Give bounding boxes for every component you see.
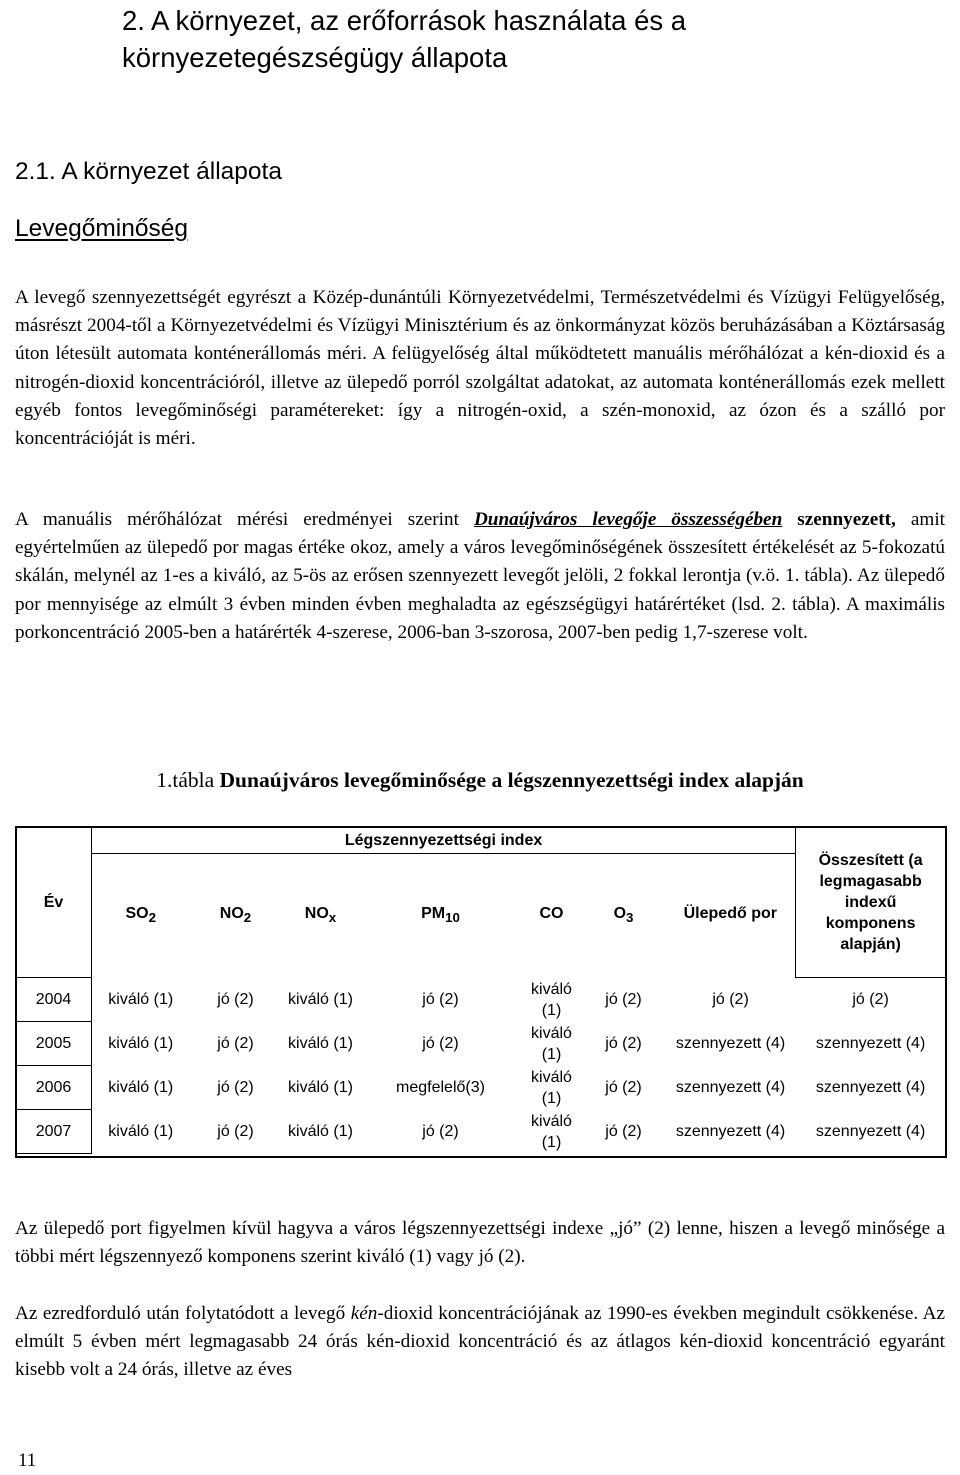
year-cell: 2006 [16, 1066, 92, 1110]
index-cell: szennyezett (4) [675, 1035, 786, 1052]
paragraph-4-after: -dioxid koncentrációjának az 1990-es években megindult csökkenése. Az elmúlt 5 évben mért legmagasabb 24 órás kén-dioxid koncentráció és az átlagos kén-dioxid koncentráció egyaránt kisebb volt a 24 órás, illetve az éves [15, 1303, 945, 1381]
year-header: Év [16, 827, 92, 978]
index-cell: jó (2) [712, 991, 749, 1008]
table-row [16, 1022, 946, 1066]
year-cell: 2007 [16, 1110, 92, 1154]
index-cell: jó (2) [605, 1035, 642, 1052]
index-cell: jó (2) [605, 1123, 642, 1140]
page-number: 11 [18, 1450, 37, 1471]
index-cell: kiváló (1) [288, 1079, 353, 1096]
paragraph-2-before: A manuális mérőhálózat mérési eredményei szerint [15, 509, 459, 530]
index-cell: kiváló (1) [288, 1123, 353, 1140]
index-cell: kiváló (1) [531, 1024, 572, 1063]
index-cell: jó (2) [852, 991, 889, 1009]
component-header: CO [539, 905, 564, 923]
component-header: $O_3$ [613, 905, 634, 926]
year-cell: 2004 [16, 978, 92, 1022]
paragraph-4-before: Az ezredforduló után folytatódott a levegő [15, 1303, 346, 1324]
table-caption [0, 768, 960, 793]
index-cell: jó (2) [217, 1079, 254, 1096]
component-header: Ülepedő por [683, 905, 777, 923]
chapter-heading-line1: 2. A környezet, az erőforrások használata és a [122, 5, 687, 36]
index-cell: kiváló (1) [531, 980, 572, 1019]
component-header: $NO_2$ [219, 905, 252, 926]
index-cell: kiváló (1) [531, 1068, 572, 1107]
component-header: $PM_{10}$ [421, 905, 460, 926]
chapter-heading [122, 2, 686, 76]
table-caption-title: Dunaújváros levegőminősége a légszennyezettségi index alapján [219, 768, 804, 792]
index-cell: kiváló (1) [108, 991, 174, 1008]
component-header: $SO_2$ [125, 905, 157, 926]
index-cell: kiváló (1) [288, 991, 353, 1008]
index-cell: jó (2) [605, 991, 642, 1008]
paragraph-3: Az ülepedő port figyelmen kívül hagyva a város légszennyezettségi indexe „jó” (2) lenne, hiszen a levegő minősége a többi mért légszennyező komponens szerint kiváló (1) vagy jó (2). [15, 1218, 945, 1268]
paragraph-2 [15, 506, 945, 647]
index-cell: kiváló (1) [108, 1035, 174, 1052]
group-header: Légszennyezettségi index [92, 827, 796, 854]
paragraph-1-part-b: A felügyelőség által működtetett manuális mérőhálózat a kén-dioxid és a nitrogén-dioxid koncentrációról, illetve az ülepedő porról szolgáltat adatokat, az automata konténerállomás ezek mellett egyéb fontos levegőminőségi paramétereket: így a nitrogén-oxid, a szén-monoxid, az ózon és a szálló por koncentrációját is méri. [15, 343, 945, 450]
paragraph-2-emphasis: Dunaújváros levegője összességében [473, 509, 783, 530]
year-cell: 2005 [16, 1022, 92, 1066]
index-cell: szennyezett (4) [675, 1079, 786, 1096]
summary-header: Összesített (a legmagasabb indexű komponens alapján) [796, 827, 946, 978]
index-cell: szennyezett (4) [675, 1123, 786, 1140]
table-row [16, 978, 946, 1022]
chapter-heading-line2: környezetegészségügy állapota [122, 42, 508, 73]
index-cell: jó (2) [422, 1123, 459, 1140]
index-cell: jó (2) [217, 1035, 254, 1052]
paragraph-2-after: amit egyértelműen az ülepedő por magas értéke okoz, amely a város levegőminőségének összesített értékelését az 5-fokozatú skálán, melynél az 1-es a kiváló, az 5-ös az erősen szennyezett levegőt jelöli, 2 fokkal lerontja (v.ö. 1. tábla). Az ülepedő por mennyisége az elmúlt 3 évben minden évben meghaladta az egészségügyi határértéket (lsd. 2. tábla). A maximális porkoncentráció 2005-ben a határérték 4-szerese, 2006-ban 3-szorosa, 2007-ben pedig 1,7-szerese volt. [15, 509, 946, 643]
index-cell: jó (2) [217, 1123, 254, 1140]
paragraph-4 [15, 1300, 945, 1385]
index-cell: jó (2) [217, 991, 254, 1008]
index-cell: kiváló (1) [288, 1035, 353, 1052]
table-row [16, 1110, 946, 1154]
index-cell: megfelelő(3) [396, 1079, 485, 1096]
index-cell: jó (2) [422, 991, 459, 1008]
paragraph-2-bold: szennyezett, [797, 509, 896, 530]
paragraph-1 [15, 284, 945, 453]
component-header: $NO_x$ [304, 905, 337, 926]
air-quality-index-table [15, 826, 946, 1154]
table-caption-label: 1.tábla [156, 768, 215, 792]
index-cell: szennyezett (4) [815, 1079, 926, 1096]
index-cell: szennyezett (4) [815, 1035, 926, 1052]
index-cell: kiváló (1) [108, 1123, 174, 1140]
index-cell: jó (2) [605, 1079, 642, 1096]
paragraph-1-part-a: A levegő szennyezettségét egyrészt a Közép-dunántúli Környezetvédelmi, Természetvédelmi és Vízügyi Felügyelőség, másrészt 2004-től a Környezetvédelmi és Vízügyi Minisztérium és az önkormányzat közös beruházásában a Köztársaság úton létesült automata konténerállomás méri. [15, 287, 945, 365]
subsection-heading: Levegőminőség [15, 215, 188, 242]
table-body [16, 978, 946, 1154]
index-cell: kiváló (1) [108, 1079, 174, 1096]
index-cell: szennyezett (4) [815, 1123, 926, 1140]
paragraph-4-italic: kén [350, 1303, 378, 1324]
index-cell: kiváló (1) [531, 1112, 572, 1151]
index-cell: jó (2) [422, 1035, 459, 1052]
section-heading: 2.1. A környezet állapota [15, 158, 282, 185]
table-row [16, 1066, 946, 1110]
